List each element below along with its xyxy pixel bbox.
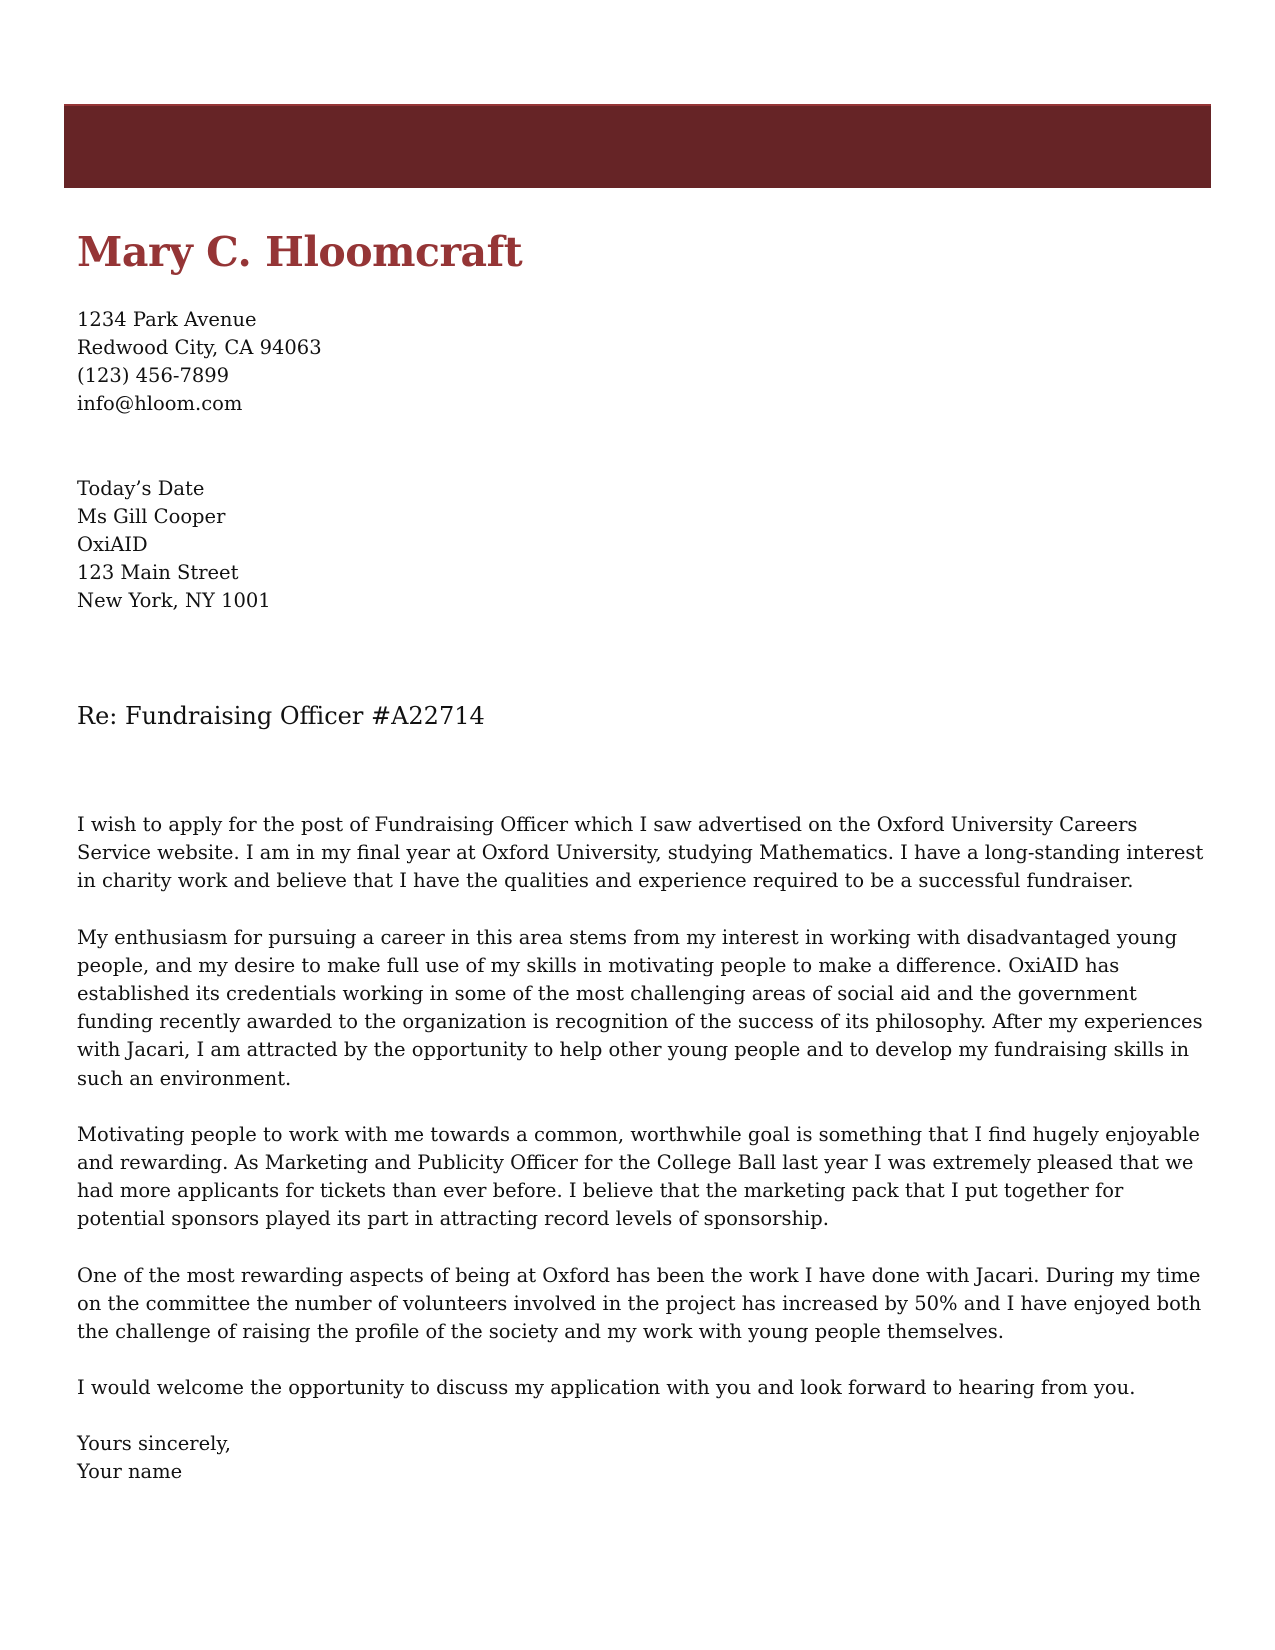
sender-address-line2: Redwood City, CA 94063 bbox=[77, 336, 322, 359]
recipient-street: 123 Main Street bbox=[77, 561, 239, 584]
body-paragraph-5: I would welcome the opportunity to discuss my application with you and look forward to hearing from you. bbox=[77, 1376, 1136, 1400]
sender-contact-block bbox=[77, 306, 1217, 418]
recipient-block bbox=[77, 475, 1217, 615]
closing-salutation: Yours sincerely, bbox=[77, 1432, 231, 1456]
body-paragraph-3: Motivating people to work with me towards a common, worthwhile goal is something that I find hugely enjoyable and rewarding. As Marketing and Publicity Officer for the College Ball last year I was extremely pleased that we had more applicants for tickets than ever before. I believe that the marketing pack that I put together for potential sponsors played its part in attracting record levels of sponsorship. bbox=[77, 1122, 1200, 1231]
sender-address-line1: 1234 Park Avenue bbox=[77, 308, 257, 331]
body-paragraph-1: I wish to apply for the post of Fundraising Officer which I saw advertised on the Oxford University Careers Service website. I am in my final year at Oxford University, studying Mathematics. I have a long-standing interest in charity work and believe that I have the qualities and experience required to be a successful fundraiser. bbox=[77, 813, 1204, 893]
sender-phone: (123) 456-7899 bbox=[77, 364, 230, 387]
sender-email: info@hloom.com bbox=[77, 392, 243, 415]
signature-name: Your name bbox=[77, 1460, 183, 1484]
recipient-name: Ms Gill Cooper bbox=[77, 505, 226, 528]
sender-name: Mary C. Hloomcraft bbox=[77, 228, 523, 276]
body-paragraph-4: One of the most rewarding aspects of being at Oxford has been the work I have done with Jacari. During my time on the committee the number of volunteers involved in the project has increased by 50% and I have enjoyed both the challenge of raising the profile of the society and my work with young people themselves. bbox=[77, 1263, 1202, 1344]
letter-date: Today’s Date bbox=[77, 477, 205, 500]
subject-line: Re: Fundraising Officer #A22714 bbox=[77, 702, 485, 730]
recipient-company: OxiAID bbox=[77, 533, 148, 556]
recipient-city: New York, NY 1001 bbox=[77, 589, 271, 612]
closing-block bbox=[77, 1430, 1217, 1486]
header-band bbox=[64, 106, 1211, 188]
body-paragraph-2: My enthusiasm for pursuing a career in this area stems from my interest in working with disadvantaged young people, and my desire to make full use of my skills in motivating people to make a difference. OxiAID has established its credentials working in some of the most challenging areas of social aid and the government funding recently awarded to the organization is recognition of the success of its philosophy. After my experiences with Jacari, I am attracted by the opportunity to help other young people and to develop my fundraising skills in such an environment. bbox=[77, 925, 1203, 1090]
letter-body bbox=[77, 811, 1217, 1402]
letter-content bbox=[77, 222, 1217, 1486]
